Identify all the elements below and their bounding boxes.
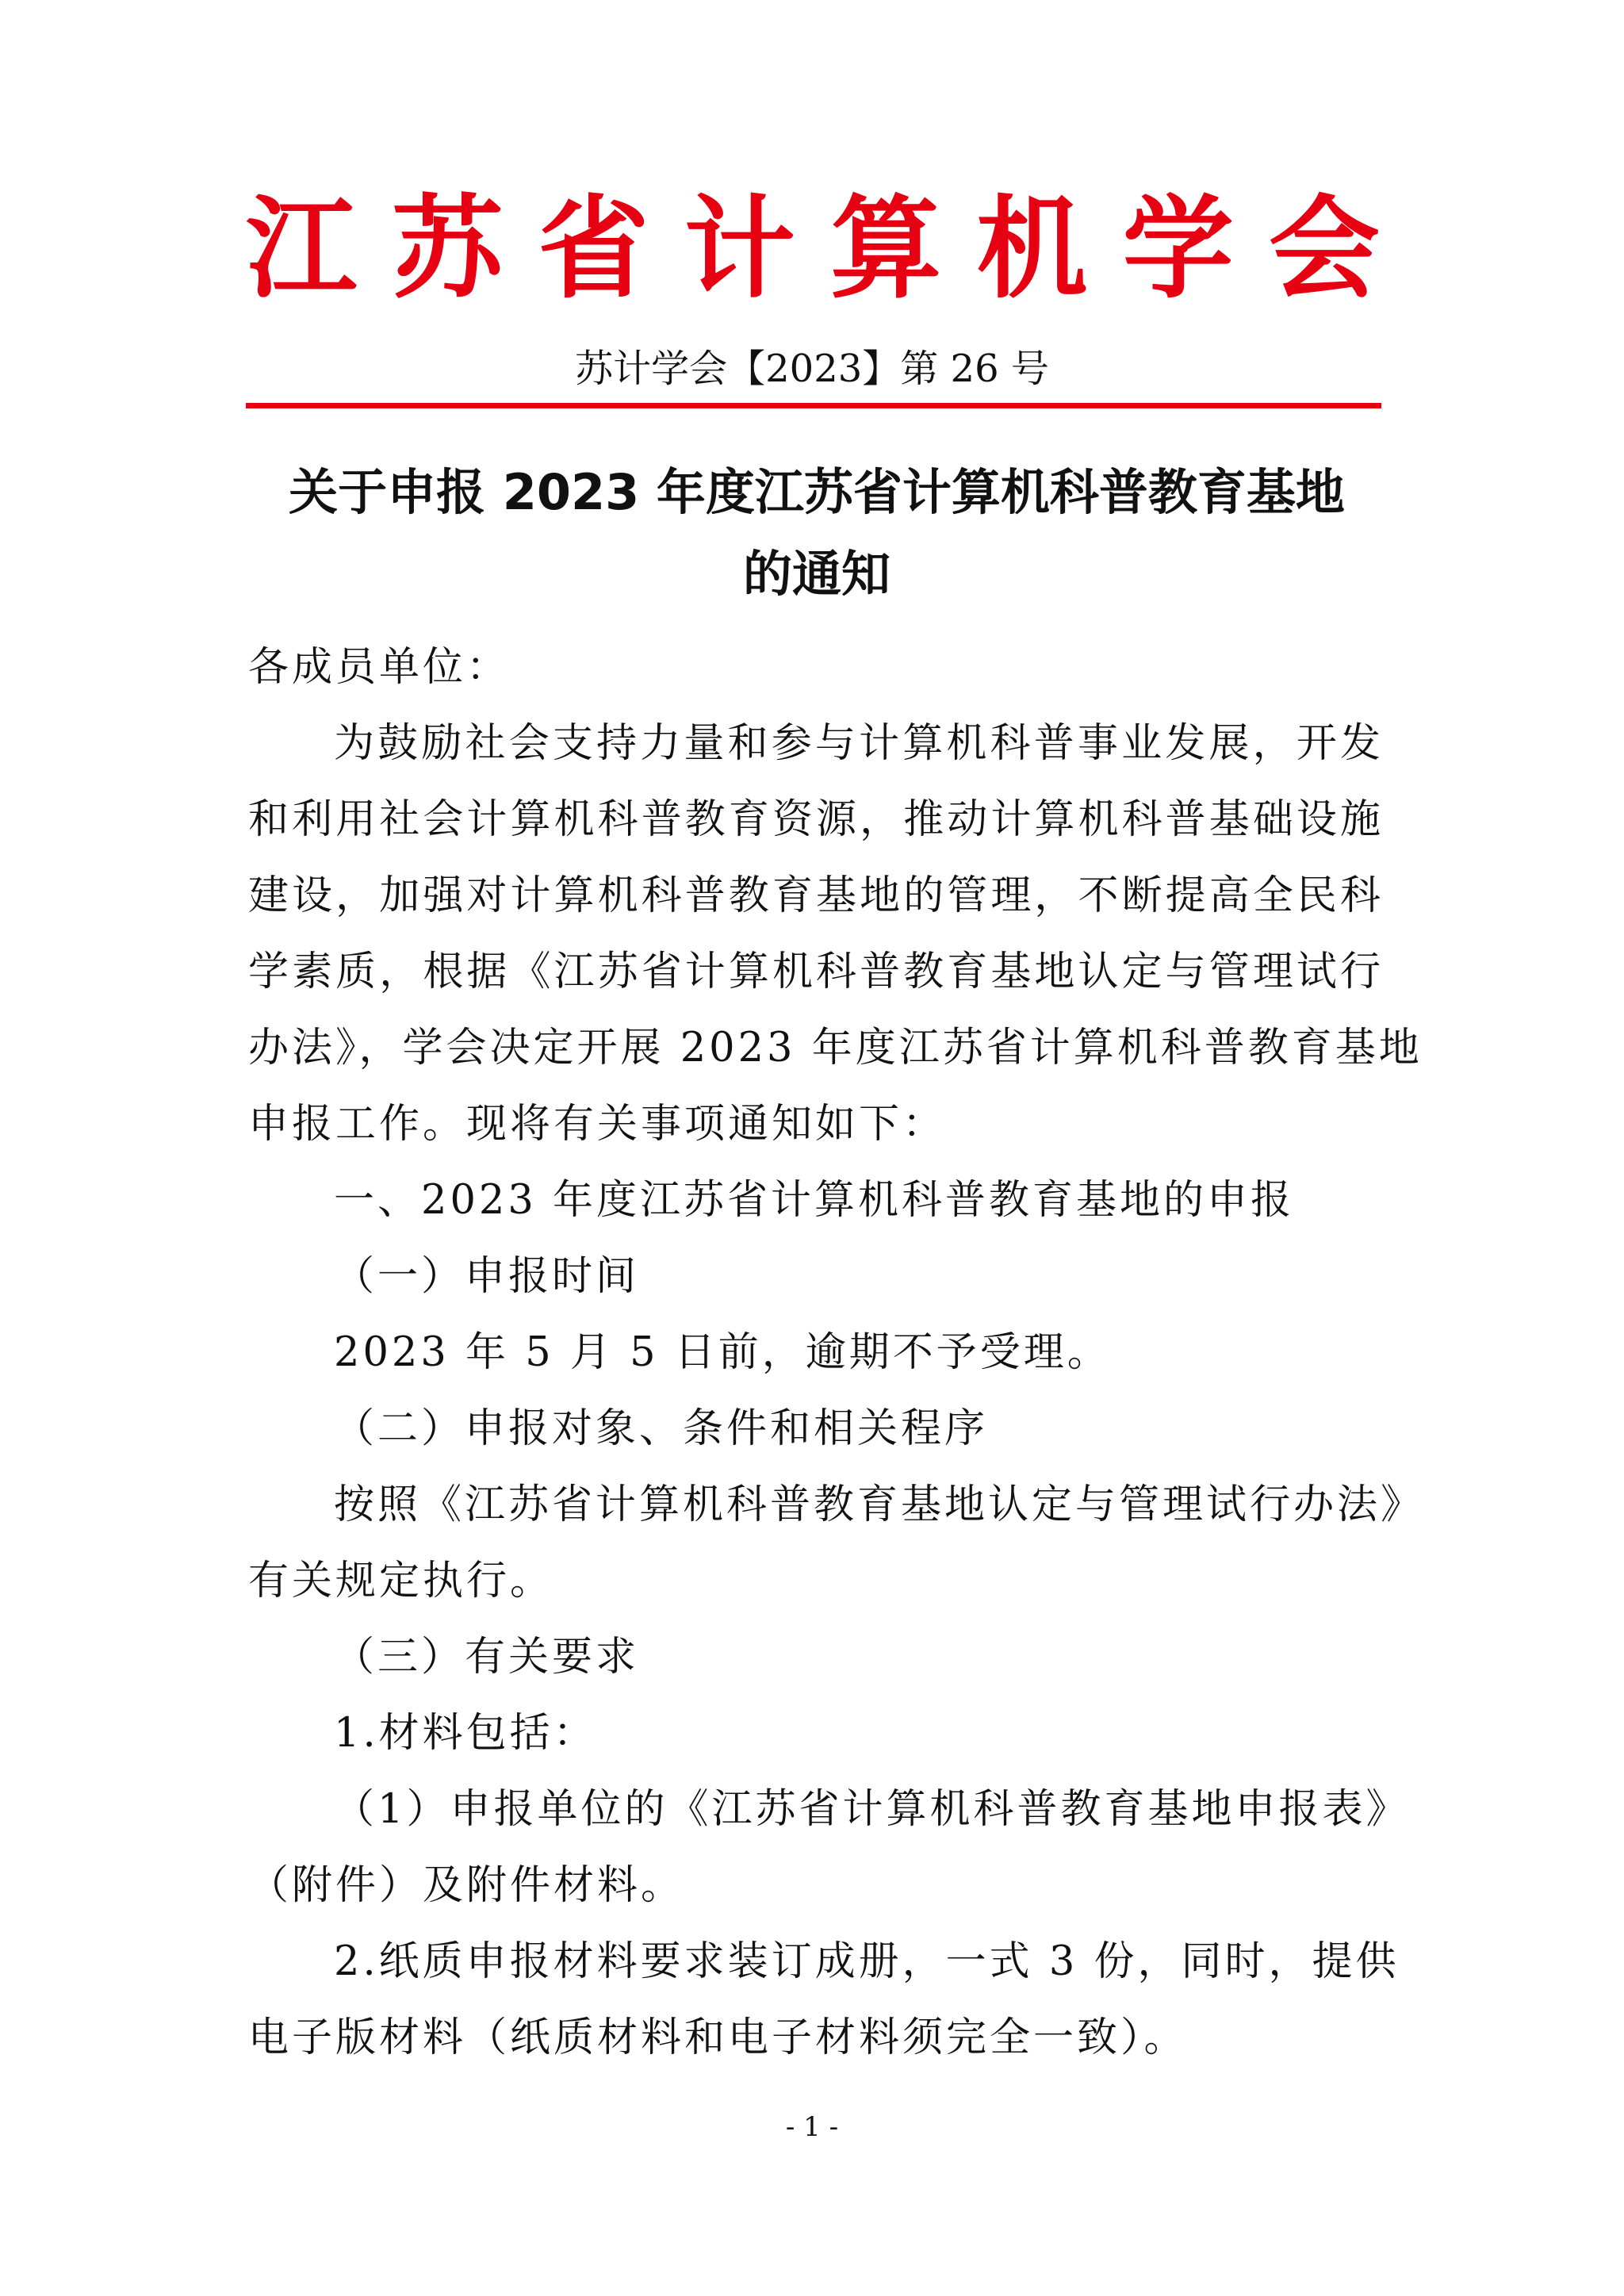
org-title-char: 苏 [392,185,504,314]
notice-title-line-2: 的通知 [742,545,891,603]
org-title-char: 机 [976,185,1088,314]
requirement-item: 电子版材料（纸质材料和电子材料须完全一致）。 [248,2014,1188,2061]
requirement-heading: 1.材料包括： [334,1710,597,1757]
intro-line: 为鼓励社会支持力量和参与计算机科普事业发展，开发 [334,720,1384,767]
body-line: 有关规定执行。 [248,1558,554,1604]
intro-line: 学素质，根据《江苏省计算机科普教育基地认定与管理试行 [248,949,1384,995]
intro-line: 申报工作。现将有关事项通知如下： [248,1101,947,1148]
org-title-char: 计 [684,185,795,314]
org-title-char: 学 [1122,185,1234,314]
section-heading: 一、2023 年度江苏省计算机科普教育基地的申报 [334,1177,1295,1224]
org-title-char: 会 [1268,185,1380,314]
document-number: 苏计学会【2023】第 26 号 [575,347,1049,391]
subsection-heading: （一）申报时间 [334,1253,640,1300]
org-title [246,178,1380,321]
notice-title-line-1: 关于申报 2023 年度江苏省计算机科普教育基地 [289,463,1345,521]
intro-line: 和利用社会计算机科普教育资源，推动计算机科普基础设施 [248,796,1384,843]
body-line: 按照《江苏省计算机科普教育基地认定与管理试行办法》 [334,1481,1425,1528]
org-title-char: 省 [538,185,649,314]
salutation: 各成员单位： [248,644,511,691]
intro-line: 办法》，学会决定开展 2023 年度江苏省计算机科普教育基地 [248,1025,1423,1071]
requirement-item: （附件）及附件材料。 [248,1862,685,1909]
subsection-heading: （二）申报对象、条件和相关程序 [334,1405,989,1452]
subsection-heading: （三）有关要求 [334,1634,640,1681]
org-title-char: 江 [246,185,358,314]
red-divider-line [246,403,1381,408]
org-title-char: 算 [830,185,942,314]
intro-line: 建设，加强对计算机科普教育基地的管理，不断提高全民科 [248,872,1384,919]
page-number: - 1 - [785,2111,839,2143]
deadline-text: 2023 年 5 月 5 日前，逾期不予受理。 [334,1329,1111,1376]
requirement-item: （1）申报单位的《江苏省计算机科普教育基地申报表》 [334,1786,1410,1833]
requirement-item: 2.纸质申报材料要求装订成册，一式 3 份，同时，提供 [334,1938,1400,1985]
